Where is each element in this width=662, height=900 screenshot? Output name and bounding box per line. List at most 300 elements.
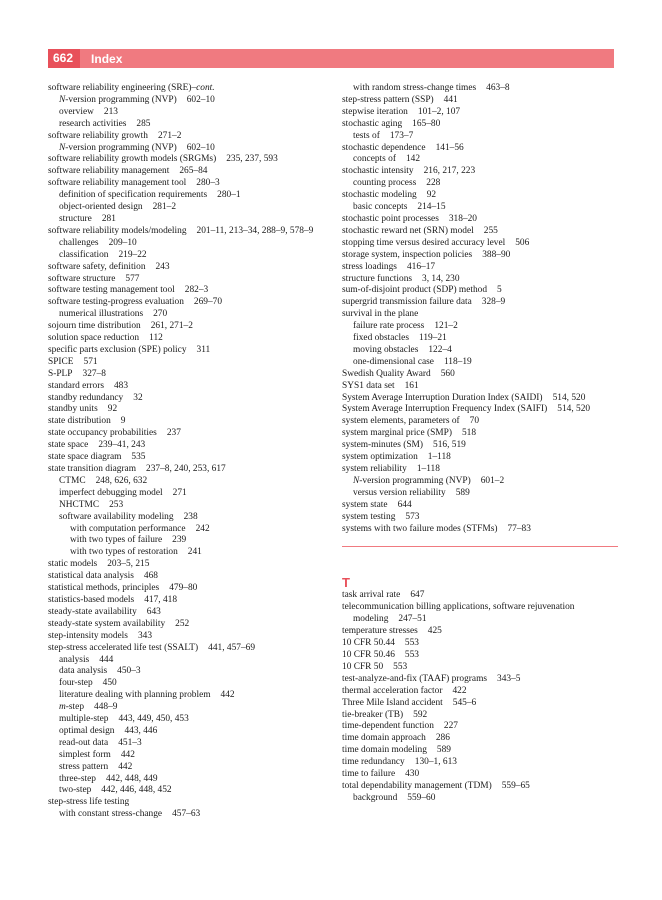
index-term: multiple-step xyxy=(59,714,109,725)
page-header xyxy=(48,49,614,68)
index-entry xyxy=(48,500,331,512)
index-entry xyxy=(48,666,331,678)
index-entry xyxy=(48,690,331,702)
index-term: stochastic point processes xyxy=(342,213,439,224)
index-term: solution space reduction xyxy=(48,333,140,344)
index-pages: 173–7 xyxy=(389,130,414,141)
index-pages: 589 xyxy=(455,487,470,498)
index-pages: 122–4 xyxy=(428,344,452,355)
index-term: software reliability management xyxy=(48,166,170,177)
index-entry xyxy=(342,590,618,602)
index-pages: 3, 14, 230 xyxy=(422,273,460,284)
index-term: stochastic reward net (SRN) model xyxy=(342,225,474,236)
index-term: temperature stresses xyxy=(342,626,418,637)
index-entry xyxy=(342,440,618,452)
index-pages: 281–2 xyxy=(152,202,177,213)
index-entry xyxy=(342,721,618,733)
index-term: research activities xyxy=(59,118,127,129)
index-entry xyxy=(342,710,618,722)
index-term: supergrid transmission failure data xyxy=(342,297,472,308)
index-term: software reliability models/modeling xyxy=(48,225,187,236)
index-pages: 214–15 xyxy=(417,202,446,213)
index-entry xyxy=(48,785,331,797)
index-pages: 553 xyxy=(404,649,419,660)
index-entry xyxy=(48,119,331,131)
index-entry xyxy=(342,650,618,662)
index-pages: 255 xyxy=(483,225,498,236)
index-term: standby redundancy xyxy=(48,392,124,403)
index-term: specific parts exclusion (SPE) policy xyxy=(48,344,187,355)
index-term: sojourn time distribution xyxy=(48,321,141,332)
index-entry xyxy=(48,750,331,762)
index-entry xyxy=(48,345,331,357)
index-entry xyxy=(342,781,618,793)
index-term: software testing management tool xyxy=(48,285,175,296)
index-pages: 559–65 xyxy=(501,780,530,791)
index-pages: 442, 446, 448, 452 xyxy=(101,785,172,796)
index-term: read-out data xyxy=(59,737,109,748)
index-term: simplest form xyxy=(59,749,111,760)
index-term: stopping time versus desired accuracy level xyxy=(342,237,506,248)
index-term: standby units xyxy=(48,404,98,415)
index-group-t xyxy=(342,590,618,804)
index-term: with computation performance xyxy=(70,523,186,534)
index-entry xyxy=(342,357,618,369)
index-pages: 430 xyxy=(405,769,420,780)
index-entry xyxy=(48,428,331,440)
index-term: Swedish Quality Award xyxy=(342,368,431,379)
index-term: software structure xyxy=(48,273,116,284)
index-pages: 518 xyxy=(461,428,477,439)
index-entry xyxy=(48,797,331,809)
index-pages: 227 xyxy=(443,721,458,732)
index-pages: 142 xyxy=(405,154,421,165)
index-term: static models xyxy=(48,559,98,570)
index-term: 10 CFR 50 xyxy=(342,661,384,672)
index-pages: 238 xyxy=(183,511,198,522)
index-entry xyxy=(48,512,331,524)
index-entry xyxy=(342,745,618,757)
index-term: two-step xyxy=(59,785,92,796)
index-entry xyxy=(342,769,618,781)
index-entry xyxy=(342,154,618,166)
index-entry xyxy=(48,404,331,416)
index-term: N-version programming (NVP) xyxy=(59,94,177,105)
index-entry xyxy=(48,297,331,309)
index-pages: 247–51 xyxy=(398,614,427,625)
index-entry xyxy=(48,321,331,333)
index-pages: 261, 271–2 xyxy=(150,321,193,332)
index-entry xyxy=(48,166,331,178)
index-entry xyxy=(342,524,618,536)
index-term: three-step xyxy=(59,773,96,784)
index-pages: 441 xyxy=(443,94,458,105)
index-entry xyxy=(342,333,618,345)
index-entry xyxy=(48,178,331,190)
index-term: step-stress life testing xyxy=(48,797,130,808)
index-term: 10 CFR 50.46 xyxy=(342,649,395,660)
index-pages: 328–9 xyxy=(481,297,506,308)
index-term: SPICE xyxy=(48,356,74,367)
index-term: system reliability xyxy=(342,464,407,474)
index-entry xyxy=(48,762,331,774)
index-pages: 450 xyxy=(102,678,117,689)
index-pages: 253 xyxy=(109,499,124,510)
index-entry xyxy=(342,107,618,119)
page-number: 662 xyxy=(48,49,80,68)
index-pages: 343 xyxy=(137,630,153,641)
index-pages: 285 xyxy=(136,118,151,129)
index-pages: 468 xyxy=(143,571,158,582)
index-pages: 416–17 xyxy=(406,261,436,272)
index-pages: 119–21 xyxy=(418,333,447,344)
index-entry xyxy=(342,674,618,686)
index-term: stochastic intensity xyxy=(342,166,414,177)
index-pages: 228 xyxy=(426,178,441,189)
index-pages: 422 xyxy=(452,685,467,696)
index-term: concepts of xyxy=(353,154,396,165)
index-term: software reliability engineering (SRE)– xyxy=(48,83,197,93)
index-pages: 553 xyxy=(404,638,419,649)
index-entry xyxy=(342,131,618,143)
index-pages: 118–19 xyxy=(443,356,472,367)
index-pages: 280–1 xyxy=(217,190,241,201)
index-term: system-minutes (SM) xyxy=(342,440,423,451)
index-entry xyxy=(48,619,331,631)
index-pages: 242 xyxy=(195,523,210,534)
index-term: tests of xyxy=(353,130,380,141)
index-entry xyxy=(342,404,618,416)
index-term: software testing-progress evaluation xyxy=(48,297,184,308)
index-term: state space diagram xyxy=(48,452,122,463)
index-entry xyxy=(342,262,618,274)
index-pages: 92 xyxy=(426,190,437,201)
index-pages: 248, 626, 632 xyxy=(95,475,148,486)
index-term: overview xyxy=(59,106,94,117)
index-pages: 219–22 xyxy=(118,249,147,260)
index-term: counting process xyxy=(353,178,417,189)
index-term: state transition diagram xyxy=(48,464,136,474)
index-entry xyxy=(342,476,618,488)
index-pages: 327–8 xyxy=(82,368,106,379)
index-entry xyxy=(342,428,618,440)
index-pages: 560 xyxy=(440,368,455,379)
index-entry xyxy=(342,452,618,464)
index-entry xyxy=(48,678,331,690)
index-pages: 443, 446 xyxy=(124,725,158,736)
index-term: stress loadings xyxy=(342,261,397,272)
index-term: system marginal price (SMP) xyxy=(342,428,452,439)
index-term: numerical illustrations xyxy=(59,309,144,320)
index-pages: 77–83 xyxy=(507,523,531,534)
index-pages: 602–10 xyxy=(186,142,215,153)
index-term: tie-breaker (TB) xyxy=(342,709,404,720)
index-entry xyxy=(48,416,331,428)
index-pages: 286 xyxy=(435,733,450,744)
index-pages: 70 xyxy=(469,416,480,427)
index-term: four-step xyxy=(59,678,93,689)
index-entry xyxy=(342,381,618,393)
index-pages: 243 xyxy=(155,261,170,272)
index-term: optimal design xyxy=(59,725,115,736)
index-term: NHCTMC xyxy=(59,499,100,510)
index-entry xyxy=(342,274,618,286)
index-pages: 201–11, 213–34, 288–9, 578–9 xyxy=(196,225,314,236)
index-pages: 514, 520 xyxy=(552,392,586,403)
index-entry xyxy=(48,214,331,226)
index-term: steady-state system availability xyxy=(48,618,166,629)
index-pages: 514, 520 xyxy=(557,404,591,415)
index-term: survival in the plane xyxy=(342,309,419,320)
index-pages: 239–41, 243 xyxy=(98,440,146,451)
index-pages: 112 xyxy=(149,333,163,344)
index-term: time domain approach xyxy=(342,733,426,744)
index-term: with random stress-change times xyxy=(353,83,477,93)
index-pages: 442 xyxy=(220,690,235,701)
index-term: background xyxy=(353,792,398,803)
index-term: stochastic modeling xyxy=(342,190,417,201)
index-term: step-intensity models xyxy=(48,630,128,641)
index-pages: 643 xyxy=(146,606,161,617)
index-entry xyxy=(48,226,331,238)
index-entry xyxy=(342,143,618,155)
index-pages: 343–5 xyxy=(497,673,521,684)
index-entry xyxy=(342,464,618,476)
index-entry xyxy=(48,809,331,821)
index-entry xyxy=(48,285,331,297)
index-term: with constant stress-change xyxy=(59,809,163,820)
index-entry xyxy=(48,488,331,500)
index-entry xyxy=(48,643,331,655)
index-entry xyxy=(48,143,331,155)
index-entry xyxy=(48,464,331,476)
index-pages: 592 xyxy=(413,709,428,720)
index-term: storage system, inspection policies xyxy=(342,249,473,260)
index-pages: 252 xyxy=(175,618,190,629)
index-term: with two types of failure xyxy=(70,535,163,546)
index-pages: 9 xyxy=(120,416,126,427)
index-pages: 281 xyxy=(101,213,116,224)
index-term: software reliability management tool xyxy=(48,178,187,189)
index-term: telecommunication billing applications, software rejuvenation modeling xyxy=(342,602,575,625)
index-pages: 209–10 xyxy=(108,237,137,248)
index-pages: 644 xyxy=(397,499,412,510)
index-term: statistical data analysis xyxy=(48,571,134,582)
index-term: data analysis xyxy=(59,666,108,677)
index-term: failure rate process xyxy=(353,321,425,332)
index-pages: 161 xyxy=(404,380,419,391)
index-term: state space xyxy=(48,440,89,451)
index-pages: 573 xyxy=(405,511,420,522)
index-term: SYS1 data set xyxy=(342,380,395,391)
index-pages: 141–56 xyxy=(435,142,464,153)
index-pages: 506 xyxy=(515,237,530,248)
index-pages: 559–60 xyxy=(407,792,436,803)
index-term: object-oriented design xyxy=(59,202,143,213)
index-term: challenges xyxy=(59,237,99,248)
index-entry xyxy=(48,154,331,166)
index-pages: 216, 217, 223 xyxy=(423,166,476,177)
index-pages: 647 xyxy=(410,590,425,601)
index-entry xyxy=(342,393,618,405)
index-pages: 443, 449, 450, 453 xyxy=(118,714,189,725)
index-term: basic concepts xyxy=(353,202,408,213)
index-entry xyxy=(342,202,618,214)
index-entry xyxy=(48,95,331,107)
index-entry xyxy=(342,250,618,262)
index-term: systems with two failure modes (STFMs) xyxy=(342,523,498,534)
index-term: 10 CFR 50.44 xyxy=(342,638,395,649)
index-term: statistical methods, principles xyxy=(48,583,160,594)
index-entry xyxy=(342,166,618,178)
index-entry xyxy=(48,702,331,714)
index-entry xyxy=(48,83,331,95)
index-entry xyxy=(342,95,618,107)
index-term: task arrival rate xyxy=(342,590,401,601)
index-entry xyxy=(342,369,618,381)
index-column-right xyxy=(342,83,618,805)
index-entry xyxy=(48,452,331,464)
index-entry xyxy=(342,512,618,524)
index-pages: 239 xyxy=(172,535,187,546)
index-pages: 450–3 xyxy=(117,666,141,677)
index-term-continued: cont. xyxy=(196,83,215,93)
index-entry xyxy=(48,274,331,286)
index-term: statistics-based models xyxy=(48,594,135,605)
index-entry xyxy=(48,381,331,393)
index-entry xyxy=(342,309,618,321)
index-entry xyxy=(48,655,331,667)
index-term: thermal acceleration factor xyxy=(342,685,443,696)
index-entry xyxy=(48,547,331,559)
index-term: classification xyxy=(59,249,109,260)
index-term: software safety, definition xyxy=(48,261,146,272)
index-entry xyxy=(48,202,331,214)
index-pages: 271–2 xyxy=(157,130,182,141)
index-term: Three Mile Island accident xyxy=(342,697,443,708)
index-pages: 516, 519 xyxy=(433,440,466,451)
index-entry xyxy=(342,119,618,131)
index-term: literature dealing with planning problem xyxy=(59,690,211,701)
index-entry xyxy=(342,500,618,512)
index-pages: 553 xyxy=(393,661,408,672)
index-term: sum-of-disjoint product (SDP) method xyxy=(342,285,488,296)
index-term: time domain modeling xyxy=(342,745,427,756)
index-term: stochastic aging xyxy=(342,118,403,129)
index-term: one-dimensional case xyxy=(353,356,434,367)
index-pages: 213 xyxy=(103,106,118,117)
index-entry xyxy=(342,321,618,333)
index-term: system optimization xyxy=(342,452,418,463)
index-entry xyxy=(342,285,618,297)
index-entry xyxy=(342,345,618,357)
index-term: S-PLP xyxy=(48,368,73,379)
index-entry xyxy=(48,476,331,488)
index-term: with two types of restoration xyxy=(70,547,178,558)
index-entry xyxy=(342,757,618,769)
index-pages: 1–118 xyxy=(416,464,440,474)
index-pages: 203–5, 215 xyxy=(107,559,150,570)
index-pages: 535 xyxy=(131,452,146,463)
index-term: system elements, parameters of xyxy=(342,416,460,427)
index-term: software availability modeling xyxy=(59,511,174,522)
index-term: system testing xyxy=(342,511,396,522)
index-entry xyxy=(48,595,331,607)
index-pages: 269–70 xyxy=(193,297,223,308)
index-pages: 479–80 xyxy=(169,583,198,594)
index-entry xyxy=(48,131,331,143)
index-entry xyxy=(48,107,331,119)
section-divider xyxy=(342,546,618,547)
index-entry xyxy=(342,793,618,805)
index-pages: 602–10 xyxy=(186,94,215,105)
index-term: system state xyxy=(342,499,388,510)
index-term: steady-state availability xyxy=(48,606,137,617)
index-pages: 483 xyxy=(113,380,129,391)
index-term: CTMC xyxy=(59,475,86,486)
index-pages: 280–3 xyxy=(196,178,220,189)
index-pages: 589 xyxy=(436,745,451,756)
index-entry xyxy=(48,571,331,583)
index-entry xyxy=(48,726,331,738)
index-pages: 282–3 xyxy=(184,285,209,296)
index-entry xyxy=(342,638,618,650)
index-pages: 101–2, 107 xyxy=(417,106,461,117)
index-pages: 442, 448, 449 xyxy=(105,773,158,784)
index-term: time redundancy xyxy=(342,757,405,768)
index-entry xyxy=(48,738,331,750)
index-term: state distribution xyxy=(48,416,111,427)
index-pages: 441, 457–69 xyxy=(208,642,255,653)
index-term: time to failure xyxy=(342,769,396,780)
index-pages: 457–63 xyxy=(172,809,201,820)
index-entry xyxy=(48,190,331,202)
index-term: fixed obstacles xyxy=(353,333,409,344)
index-pages: 417, 418 xyxy=(144,594,177,605)
index-term: state occupancy probabilities xyxy=(48,428,157,439)
index-pages: 237 xyxy=(166,428,181,439)
index-entry xyxy=(342,214,618,226)
index-term: moving obstacles xyxy=(353,344,419,355)
index-pages: 241 xyxy=(187,547,202,558)
index-pages: 270 xyxy=(153,309,168,320)
index-entry xyxy=(48,607,331,619)
index-term: structure xyxy=(59,213,92,224)
index-term: standard errors xyxy=(48,380,104,391)
index-term: m-step xyxy=(59,702,85,713)
index-pages: 235, 237, 593 xyxy=(226,154,278,165)
index-pages: 130–1, 613 xyxy=(414,757,457,768)
index-pages: 265–84 xyxy=(179,166,208,177)
index-term: time-dependent function xyxy=(342,721,434,732)
index-term: definition of specification requirements xyxy=(59,190,208,201)
index-pages: 601–2 xyxy=(480,475,505,486)
index-pages: 32 xyxy=(133,392,143,403)
index-entry xyxy=(342,698,618,710)
index-term: N-version programming (NVP) xyxy=(353,475,471,486)
index-term: stochastic dependence xyxy=(342,142,426,153)
page-title: Index xyxy=(91,51,123,66)
section-letter-t: T xyxy=(342,575,350,591)
index-entry xyxy=(48,238,331,250)
index-pages: 5 xyxy=(497,285,502,296)
index-pages: 388–90 xyxy=(482,249,511,260)
index-pages: 1–118 xyxy=(427,452,451,463)
index-term: N-version programming (NVP) xyxy=(59,142,177,153)
index-entry xyxy=(48,535,331,547)
index-pages: 311 xyxy=(196,344,211,355)
index-term: software reliability growth models (SRGMs) xyxy=(48,154,217,165)
